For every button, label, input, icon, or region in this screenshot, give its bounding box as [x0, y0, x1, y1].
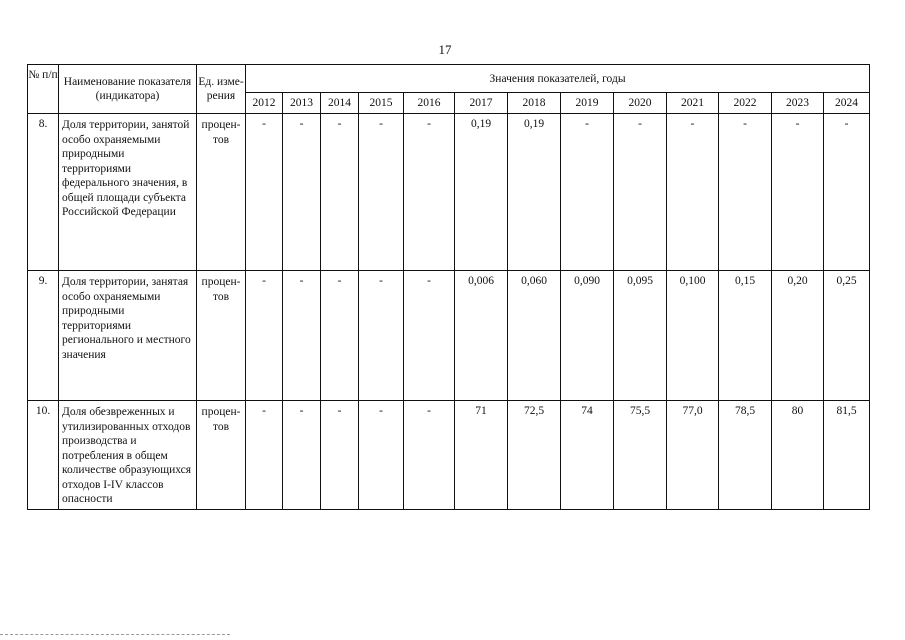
header-year: 2012 — [246, 93, 283, 114]
table-row — [28, 271, 870, 401]
value-cell: - — [283, 114, 321, 271]
page-number: 17 — [438, 42, 452, 57]
header-year: 2014 — [321, 93, 359, 114]
indicator-name: Доля обезвреженных и утилизированных отходов производства и потребления в общем количестве образующихся отходов I-IV классов опасности — [59, 401, 197, 510]
value-cell: - — [246, 271, 283, 401]
header-year: 2019 — [561, 93, 614, 114]
value-cell: - — [359, 401, 404, 510]
value-cell: - — [283, 401, 321, 510]
value-cell: - — [404, 401, 455, 510]
value-cell: - — [321, 401, 359, 510]
value-cell: - — [321, 114, 359, 271]
header-values-by-year: Значения показателей, годы — [246, 65, 870, 93]
value-cell: - — [246, 401, 283, 510]
header-unit: Ед. изме- рения — [197, 65, 246, 114]
value-cell: - — [561, 114, 614, 271]
value-cell: - — [772, 114, 824, 271]
header-year: 2015 — [359, 93, 404, 114]
unit-cell: процен- тов — [197, 114, 246, 271]
scan-artifact-line — [0, 634, 230, 637]
value-cell: 71 — [455, 401, 508, 510]
indicators-table — [27, 64, 870, 510]
row-number: 10. — [28, 401, 59, 510]
value-cell: 0,15 — [719, 271, 772, 401]
value-cell: 75,5 — [614, 401, 667, 510]
header-year: 2023 — [772, 93, 824, 114]
header-year: 2013 — [283, 93, 321, 114]
value-cell: 0,19 — [455, 114, 508, 271]
value-cell: 0,006 — [455, 271, 508, 401]
unit-cell: процен- тов — [197, 271, 246, 401]
header-year: 2021 — [667, 93, 719, 114]
value-cell: 0,100 — [667, 271, 719, 401]
value-cell: - — [404, 271, 455, 401]
value-cell: - — [404, 114, 455, 271]
header-year: 2017 — [455, 93, 508, 114]
value-cell: 72,5 — [508, 401, 561, 510]
table-body — [28, 114, 870, 510]
value-cell: 0,060 — [508, 271, 561, 401]
value-cell: - — [614, 114, 667, 271]
table-row — [28, 401, 870, 510]
value-cell: - — [719, 114, 772, 271]
indicator-name: Доля территории, занятой особо охраняемыми природными территориями федерального значения, в общей площади субъекта Российской Федерации — [59, 114, 197, 271]
value-cell: - — [359, 114, 404, 271]
header-number: № п/п — [28, 65, 59, 114]
header-year: 2024 — [824, 93, 870, 114]
value-cell: 77,0 — [667, 401, 719, 510]
value-cell: - — [667, 114, 719, 271]
table-row — [28, 114, 870, 271]
value-cell: - — [321, 271, 359, 401]
header-year: 2020 — [614, 93, 667, 114]
value-cell: 78,5 — [719, 401, 772, 510]
value-cell: 0,090 — [561, 271, 614, 401]
indicator-name: Доля территории, занятая особо охраняемыми природными территориями регионального и местного значения — [59, 271, 197, 401]
row-number: 8. — [28, 114, 59, 271]
header-year: 2022 — [719, 93, 772, 114]
value-cell: 0,25 — [824, 271, 870, 401]
value-cell: 0,095 — [614, 271, 667, 401]
header-indicator-name: Наименование показателя (индикатора) — [59, 65, 197, 114]
value-cell: 0,20 — [772, 271, 824, 401]
value-cell: - — [283, 271, 321, 401]
value-cell: - — [246, 114, 283, 271]
value-cell: - — [824, 114, 870, 271]
unit-cell: процен- тов — [197, 401, 246, 510]
header-year: 2016 — [404, 93, 455, 114]
value-cell: - — [359, 271, 404, 401]
value-cell: 0,19 — [508, 114, 561, 271]
value-cell: 80 — [772, 401, 824, 510]
value-cell: 81,5 — [824, 401, 870, 510]
value-cell: 74 — [561, 401, 614, 510]
header-year: 2018 — [508, 93, 561, 114]
row-number: 9. — [28, 271, 59, 401]
